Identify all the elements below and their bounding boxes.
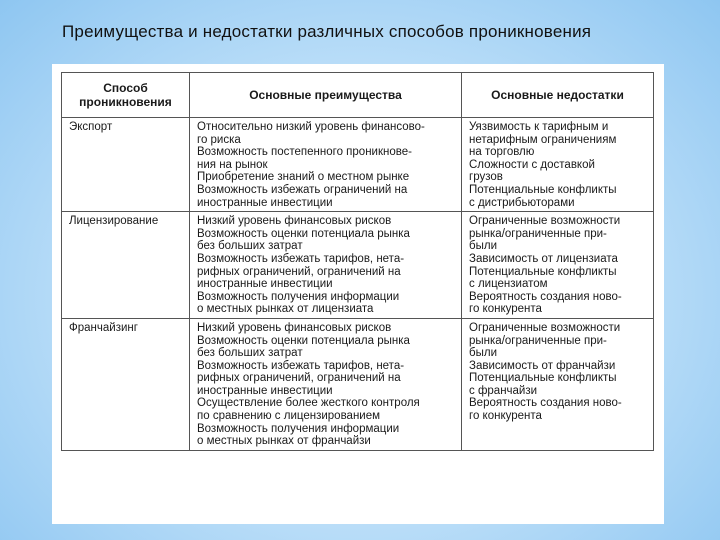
advantage-line: Низкий уровень финансовых рисков xyxy=(197,215,392,228)
disadvantage-line: с дистрибьюторами xyxy=(469,196,575,209)
disadvantage-line: рынка/ограниченные при- xyxy=(469,334,607,347)
advantage-line: иностранные инвестиции xyxy=(197,196,333,209)
disadvantages-cell xyxy=(462,318,654,450)
advantage-line: о местных рынках от лицензиата xyxy=(197,303,374,316)
advantage-line: Относительно низкий уровень финансово- xyxy=(197,121,425,133)
table-row xyxy=(62,118,654,212)
disadvantage-line: с франчайзи xyxy=(469,384,538,397)
disadvantage-line: го конкурента xyxy=(469,303,542,316)
advantage-line: без больших затрат xyxy=(197,240,303,253)
table-row xyxy=(62,212,654,319)
advantage-line: без больших затрат xyxy=(197,347,303,360)
disadvantage-line: Потенциальные конфликты xyxy=(469,372,617,385)
advantages-cell xyxy=(190,318,462,450)
disadvantage-line: с лицензиатом xyxy=(469,278,548,291)
table-panel xyxy=(52,64,664,524)
disadvantage-line: Вероятность создания ново- xyxy=(469,397,622,410)
advantage-line: Возможность постепенного проникнове- xyxy=(197,146,412,159)
advantage-line: по сравнению с лицензированием xyxy=(197,410,381,423)
advantage-line: Осуществление более жесткого контроля xyxy=(197,397,420,410)
header-disadvantages: Основные недостатки xyxy=(462,73,654,118)
advantage-line: го риска xyxy=(197,133,241,146)
header-method: Способ проникновения xyxy=(62,73,190,118)
disadvantage-line: Ограниченные возможности xyxy=(469,321,621,334)
disadvantage-line: Уязвимость к тарифным и xyxy=(469,121,609,133)
advantage-line: Возможность избежать тарифов, нета- xyxy=(197,252,405,265)
disadvantage-line: на торговлю xyxy=(469,146,535,159)
method-name: Экспорт xyxy=(69,121,113,133)
advantage-line: Низкий уровень финансовых рисков xyxy=(197,321,392,334)
advantage-line: Приобретение знаний о местном рынке xyxy=(197,171,410,184)
disadvantages-cell xyxy=(462,212,654,319)
method-cell xyxy=(62,318,190,450)
disadvantage-line: рынка/ограниченные при- xyxy=(469,227,607,240)
advantage-line: Возможность избежать тарифов, нета- xyxy=(197,359,405,372)
advantages-cell xyxy=(190,212,462,319)
disadvantage-line: были xyxy=(469,347,497,360)
advantages-cell xyxy=(190,118,462,212)
disadvantage-line: Вероятность создания ново- xyxy=(469,290,622,303)
advantage-line: иностранные инвестиции xyxy=(197,278,333,291)
disadvantage-line: нетарифным ограничениям xyxy=(469,133,617,146)
method-name: Франчайзинг xyxy=(69,321,138,334)
method-cell xyxy=(62,212,190,319)
disadvantage-line: Сложности с доставкой xyxy=(469,158,595,171)
disadvantage-line: Потенциальные конфликты xyxy=(469,183,617,196)
comparison-table xyxy=(61,72,654,451)
advantage-line: Возможность оценки потенциала рынка xyxy=(197,334,410,347)
disadvantage-line: Зависимость от франчайзи xyxy=(469,359,616,372)
advantage-line: о местных рынках от франчайзи xyxy=(197,435,371,448)
disadvantage-line: были xyxy=(469,240,497,253)
method-name: Лицензирование xyxy=(69,215,159,228)
disadvantage-line: го конкурента xyxy=(469,410,542,423)
slide-title: Преимущества и недостатки различных способов проникновения xyxy=(62,22,592,41)
advantage-line: Возможность получения информации xyxy=(197,422,400,435)
advantage-line: Возможность оценки потенциала рынка xyxy=(197,227,410,240)
table-header-row xyxy=(62,73,654,118)
disadvantage-line: грузов xyxy=(469,171,503,184)
table-row xyxy=(62,318,654,450)
disadvantages-cell xyxy=(462,118,654,212)
table-body xyxy=(62,118,654,451)
advantage-line: ния на рынок xyxy=(197,158,268,171)
disadvantage-line: Потенциальные конфликты xyxy=(469,265,617,278)
advantage-line: рифных ограничений, ограничений на xyxy=(197,372,401,385)
header-advantages: Основные преимущества xyxy=(190,73,462,118)
advantage-line: иностранные инвестиции xyxy=(197,384,333,397)
disadvantage-line: Зависимость от лицензиата xyxy=(469,252,618,265)
disadvantage-line: Ограниченные возможности xyxy=(469,215,621,228)
advantage-line: рифных ограничений, ограничений на xyxy=(197,265,401,278)
advantage-line: Возможность избежать ограничений на xyxy=(197,183,408,196)
advantage-line: Возможность получения информации xyxy=(197,290,400,303)
method-cell xyxy=(62,118,190,212)
